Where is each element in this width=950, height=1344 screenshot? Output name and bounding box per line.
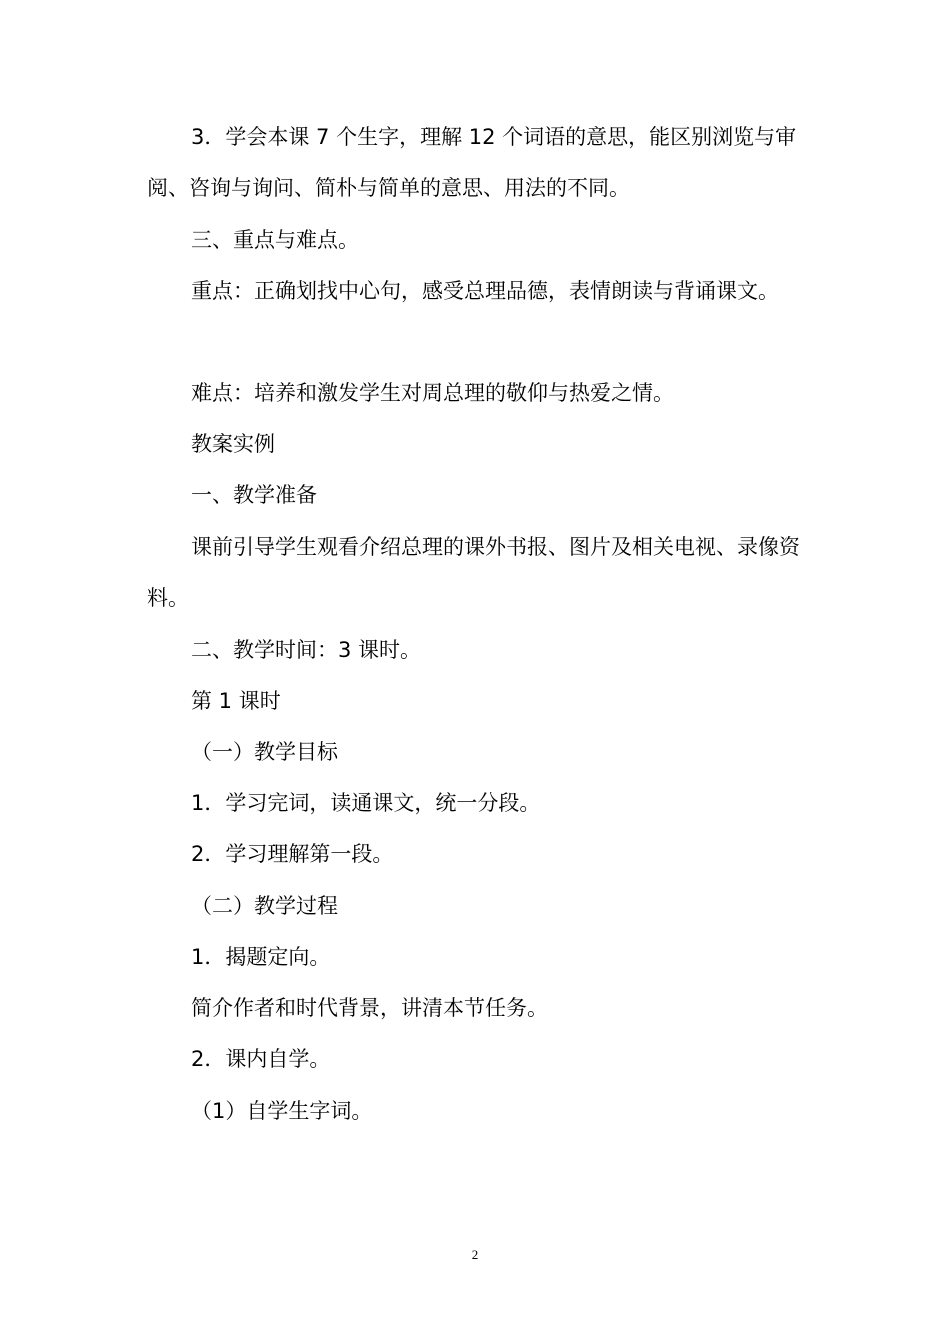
page-number: 2: [471, 1247, 479, 1262]
subheading-objectives: （一）教学目标: [191, 740, 338, 764]
list-item-step-2: 2．课内自学。: [191, 1047, 331, 1071]
heading-lesson-example: 教案实例: [191, 432, 275, 456]
heading-lesson-1: 第 1 课时: [191, 689, 281, 713]
list-item-substep-1: （1）自学生字词。: [191, 1099, 373, 1123]
paragraph-preparation: 课前引导学生观看介绍总理的课外书报、图片及相关电视、录像资料。: [147, 535, 800, 610]
paragraph-objective-3: 3．学会本课 7 个生字，理解 12 个词语的意思，能区别浏览与审阅、咨询与询问、简朴与简单的意思、用法的不同。: [147, 125, 797, 200]
section-heading-preparation: 一、教学准备: [191, 483, 317, 507]
paragraph-difficulty: 难点：培养和激发学生对周总理的敬仰与热爱之情。: [191, 381, 674, 405]
list-item-objective-2: 2．学习理解第一段。: [191, 842, 394, 866]
list-item-step-1: 1．揭题定向。: [191, 945, 331, 969]
section-heading-teaching-time: 二、教学时间：3 课时。: [191, 638, 422, 662]
paragraph-introduction: 简介作者和时代背景，讲清本节任务。: [191, 996, 548, 1020]
section-heading-key-points: 三、重点与难点。: [191, 228, 359, 252]
list-item-objective-1: 1．学习完词，读通课文，统一分段。: [191, 791, 541, 815]
paragraph-key-point: 重点：正确划找中心句，感受总理品德，表情朗读与背诵课文。: [191, 279, 779, 303]
subheading-process: （二）教学过程: [191, 894, 338, 918]
